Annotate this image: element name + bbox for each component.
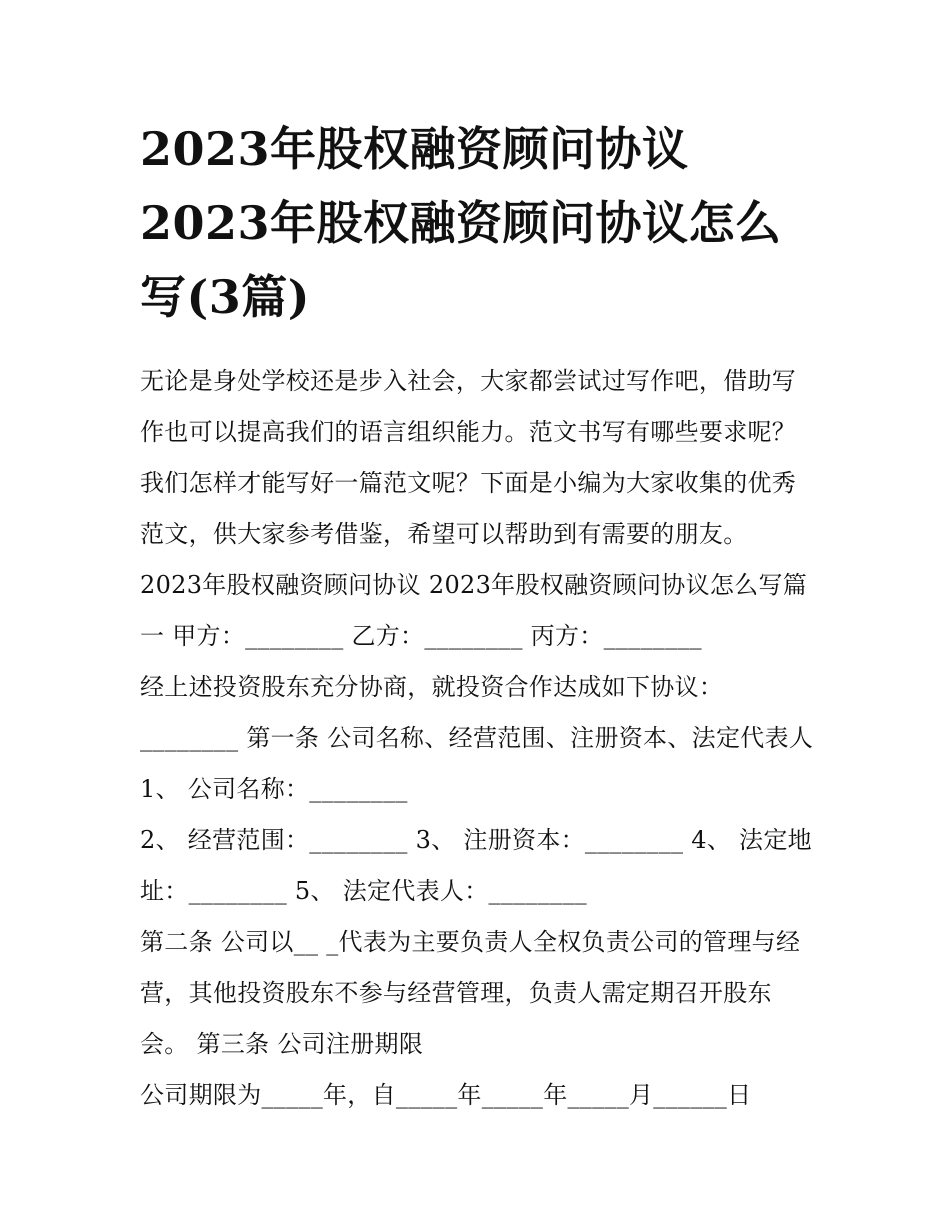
company-details-paragraph: 2、 经营范围：________ 3、 注册资本：________ 4、 法定地址：________ 5、 法定代表人：________	[140, 826, 812, 905]
title-line-3: 写(3篇)	[140, 270, 311, 324]
parties-paragraph: 2023年股权融资顾问协议 2023年股权融资顾问协议怎么写篇一 甲方：________ 乙方：________ 丙方：________	[140, 571, 808, 650]
term-paragraph: 公司期限为_____年，自_____年_____年_____月______日	[140, 1081, 752, 1109]
intro-paragraph: 无论是身处学校还是步入社会，大家都尝试过写作吧，借助写作也可以提高我们的语言组织能力。范文书写有哪些要求呢？我们怎样才能写好一篇范文呢？下面是小编为大家收集的优秀范文，供大家参考借鉴，希望可以帮助到有需要的朋友。	[140, 367, 797, 548]
title-line-2: 2023年股权融资顾问协议怎么	[140, 196, 782, 250]
article-two-paragraph: 第二条 公司以__ _代表为主要负责人全权负责公司的管理与经营，其他投资股东不参与经营管理，负责人需定期召开股东会。 第三条 公司注册期限	[140, 928, 801, 1058]
article-one-paragraph: 经上述投资股东充分协商，就投资合作达成如下协议：________ 第一条 公司名称、经营范围、注册资本、法定代表人 1、 公司名称：________	[140, 673, 814, 803]
document-title	[140, 112, 814, 334]
title-line-1: 2023年股权融资顾问协议	[140, 122, 689, 176]
document-body	[140, 356, 814, 1121]
